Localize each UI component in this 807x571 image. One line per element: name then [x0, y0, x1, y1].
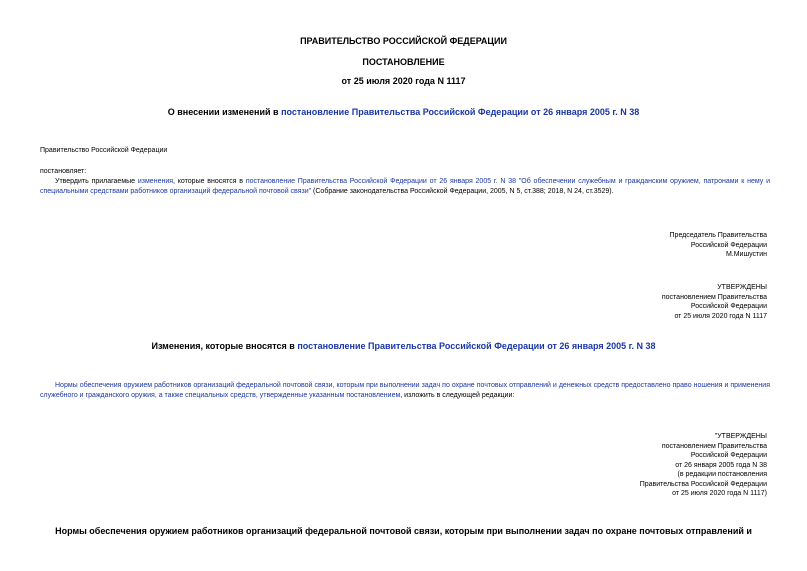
- approved2-line-2: постановлением Правительства: [661, 442, 767, 450]
- approved2-line-4: от 26 января 2005 года N 38: [675, 461, 767, 469]
- changes-title-prefix: Изменения, которые вносятся в: [151, 341, 298, 351]
- norms-link[interactable]: Нормы обеспечения оружием работников организаций федеральной почтовой связи, которым при выполнении задач по охране почтовых отправлений и денежных средств предоставлено право ношения и применения служебного и гражданского оружия, а также специальных средств, утвержденные указанным: [40, 382, 770, 399]
- approved-line-1: УТВЕРЖДЕНЫ: [717, 284, 767, 291]
- p1-text-a: Утвердить прилагаемые: [55, 178, 138, 185]
- changes-title-link[interactable]: постановление Правительства Российской Федерации от 26 января 2005 г. N 38: [297, 341, 656, 351]
- title-decree-link[interactable]: постановление Правительства Российской Федерации от 26 января 2005 г. N 38: [281, 107, 640, 117]
- approved-line-3: Российской Федерации: [690, 303, 767, 310]
- approved2-line-7: от 25 июля 2020 года N 1117): [672, 490, 767, 497]
- p1-text-b: , которые вносятся в: [173, 178, 246, 185]
- approved-line-2: постановлением Правительства: [661, 293, 767, 301]
- document-date: от 25 июля 2020 года N 1117: [341, 76, 466, 86]
- norms-paragraph: [40, 381, 770, 401]
- document-type: ПОСТАНОВЛЕНИЕ: [362, 57, 445, 67]
- norms-rest: , изложить в следующей редакции:: [400, 392, 515, 399]
- norms-title: Нормы обеспечения оружием работников организаций федеральной почтовой связи, которым при выполнении задач по охране почтовых отправлений и: [55, 526, 752, 536]
- p1-text-c: (Собрание законодательства Российской Федерации, 2005, N 5, ст.388; 2018, N 24, ст.3529).: [311, 188, 614, 195]
- approved2-line-1: "УТВЕРЖДЕНЫ: [714, 433, 767, 440]
- signature-line-3: М.Мишустин: [725, 251, 767, 258]
- approved-block-2: [640, 432, 767, 499]
- title-prefix: О внесении изменений в: [167, 107, 282, 117]
- p1-changes-link[interactable]: изменения: [137, 178, 174, 185]
- signature-block: [670, 231, 767, 260]
- document-title: [0, 107, 807, 117]
- norms-decree-link[interactable]: постановлением: [346, 392, 401, 399]
- government-line: Правительство Российской Федерации: [40, 147, 168, 154]
- approved-block: [662, 283, 767, 321]
- decrees-line: постановляет:: [40, 168, 87, 175]
- changes-title: [0, 341, 807, 351]
- approved2-line-6: Правительства Российской Федерации: [639, 480, 767, 488]
- paragraph-1: [40, 177, 770, 197]
- signature-line-2: Российской Федерации: [690, 241, 767, 249]
- approved-line-4: от 25 июля 2020 года N 1117: [674, 312, 767, 320]
- government-heading: ПРАВИТЕЛЬСТВО РОССИЙСКОЙ ФЕДЕРАЦИИ: [300, 36, 507, 46]
- p1-decree-link[interactable]: постановление Правительства Российской Федерации от 26 января 2005 г. N 38 "Об обеспечении служебным и гражданским оружием, патронами к нему и специальными средствами работников организаций федеральной почтовой связи": [40, 178, 770, 195]
- approved2-line-3: Российской Федерации: [690, 452, 767, 459]
- approved2-line-5: (в редакции постановления: [677, 471, 767, 478]
- signature-line-1: Председатель Правительства: [669, 232, 767, 239]
